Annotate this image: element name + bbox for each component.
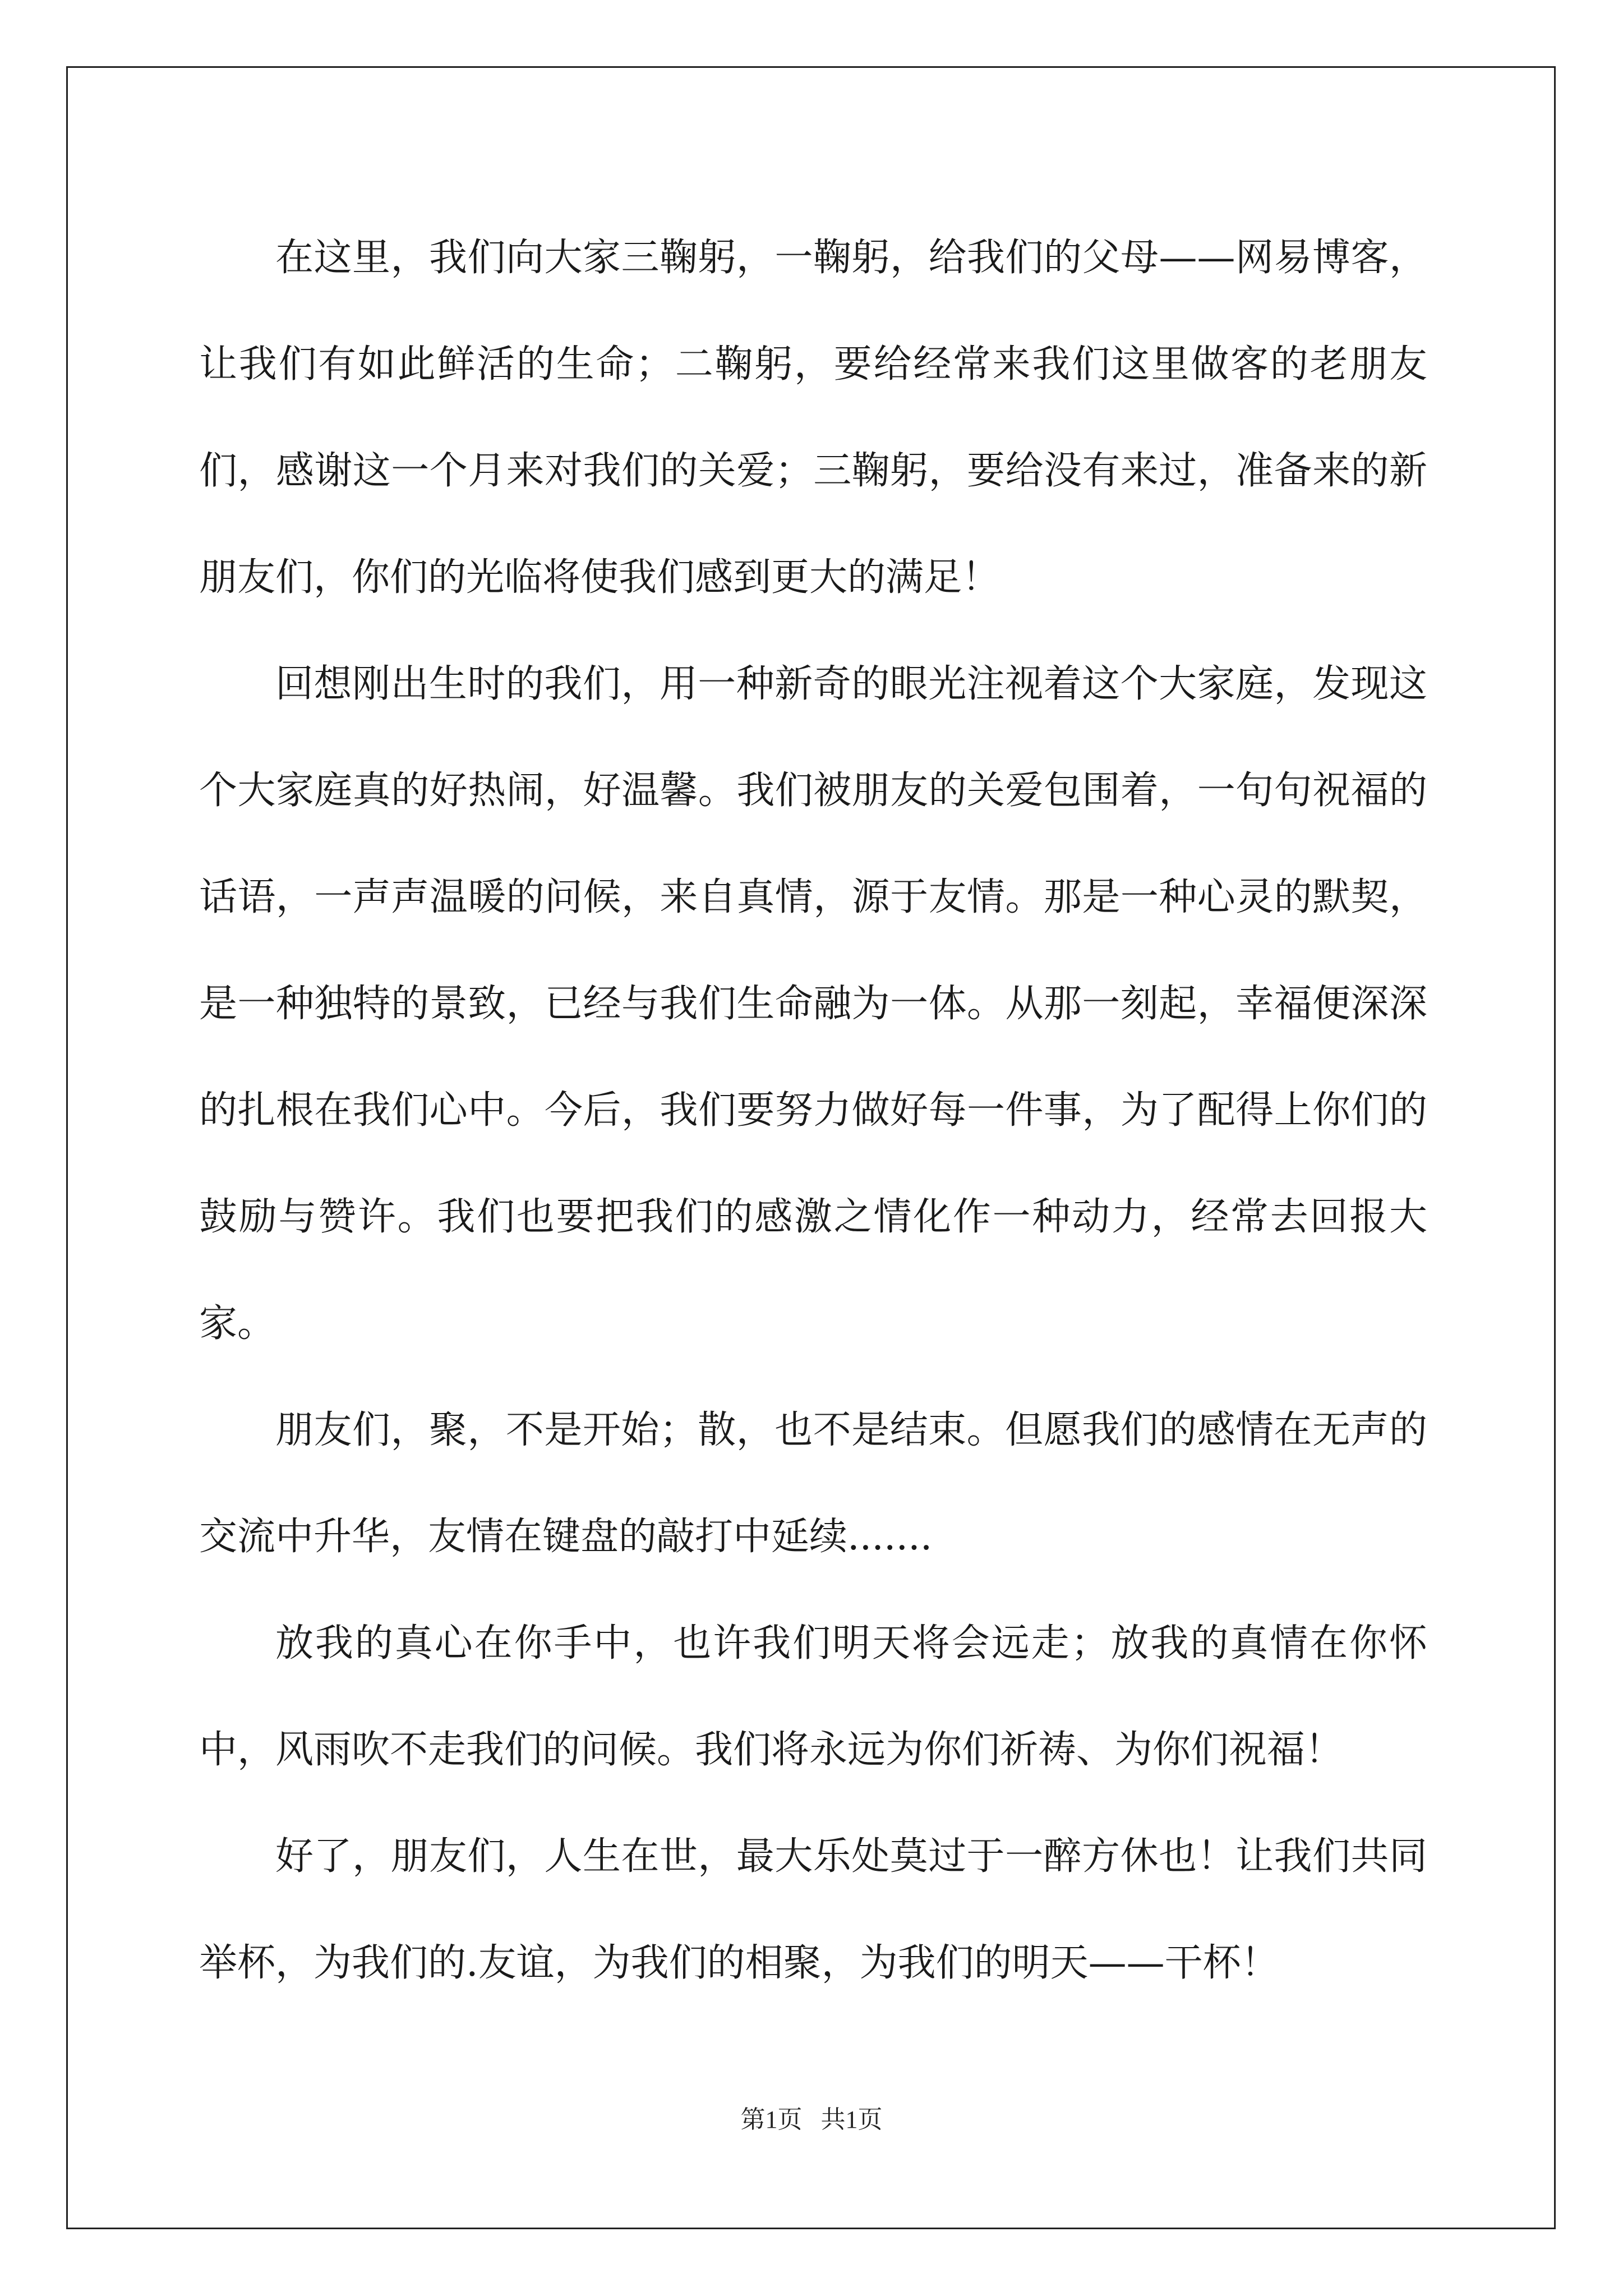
document-body <box>199 205 1427 2017</box>
paragraph-4: 放我的真心在你手中，也许我们明天将会远走；放我的真情在你怀中，风雨吹不走我们的问候。我们将永远为你们祈祷、为你们祝福！ <box>199 1621 1427 1772</box>
paragraph-1: 在这里，我们向大家三鞠躬，一鞠躬，给我们的父母——网易博客，让我们有如此鲜活的生命；二鞠躬，要给经常来我们这里做客的老朋友们，感谢这一个月来对我们的关爱；三鞠躬，要给没有来过，准备来的新朋友们，你们的光临将使我们感到更大的满足！ <box>199 236 1427 600</box>
page-total: 共1页 <box>820 2106 883 2133</box>
page-footer <box>0 2099 1623 2135</box>
page-number: 第1页 <box>740 2106 803 2133</box>
paragraph-2: 回想刚出生时的我们，用一种新奇的眼光注视着这个大家庭，发现这个大家庭真的好热闹，好温馨。我们被朋友的关爱包围着，一句句祝福的话语，一声声温暖的问候，来自真情，源于友情。那是一种心灵的默契，是一种独特的景致，已经与我们生命融为一体。从那一刻起，幸福便深深的扎根在我们心中。今后，我们要努力做好每一件事，为了配得上你们的鼓励与赞许。我们也要把我们的感激之情化作一种动力，经常去回报大家。 <box>199 662 1427 1346</box>
paragraph-5: 好了，朋友们，人生在世，最大乐处莫过于一醉方休也！让我们共同举杯，为我们的.友谊，为我们的相聚，为我们的明天——干杯！ <box>199 1834 1427 1985</box>
paragraph-3: 朋友们，聚，不是开始；散，也不是结束。但愿我们的感情在无声的交流中升华，友情在键盘的敲打中延续....... <box>199 1408 1427 1559</box>
